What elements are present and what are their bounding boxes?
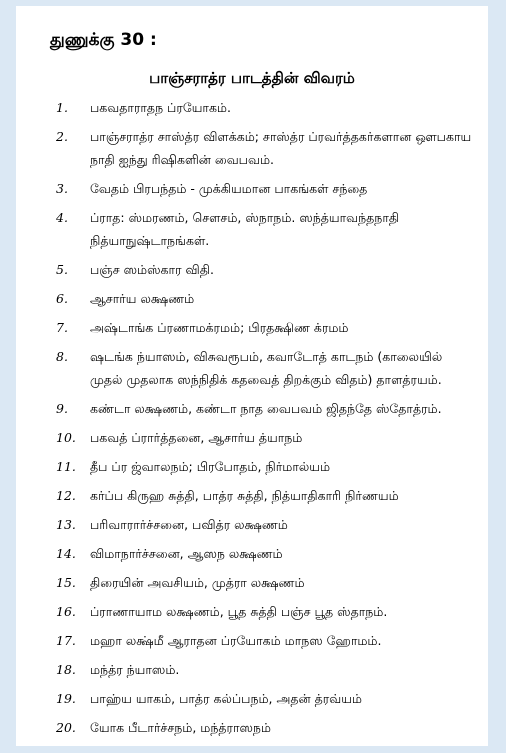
list-item	[56, 426, 476, 449]
list-item-number: 6.	[56, 291, 68, 306]
list-item-text: ஷடங்க ந்யாஸம், விசுவரூபம், கவாடோத் காடநம் (காலையில் முதல் முதலாக ஸந்நிதிக் கதவைத் திறக்கும் விதம்) தாளத்ரயம்.	[90, 349, 443, 387]
list-item	[56, 716, 476, 739]
list-item-text: விமாநார்ச்சனை, ஆஸந லக்ஷணம்	[90, 546, 283, 561]
list-item-number: 8.	[56, 349, 68, 364]
list-item-number: 15.	[56, 575, 76, 590]
list-item-number: 10.	[56, 430, 76, 445]
document-page	[16, 6, 488, 746]
list-item	[56, 600, 476, 623]
list-item	[56, 397, 476, 420]
list-item	[56, 687, 476, 710]
list-item-text: வேதம் பிரபந்தம் - முக்கியமான பாகங்கள் சந்தை	[90, 181, 368, 196]
list-item	[56, 513, 476, 536]
list-item-number: 20.	[56, 720, 76, 735]
list-item	[56, 658, 476, 681]
list-item-text: மந்த்ர ந்யாஸம்.	[90, 662, 180, 677]
list-item-number: 12.	[56, 488, 76, 503]
list-item-text: கண்டா லக்ஷணம், கண்டா நாத வைபவம் ஜிதந்தே ஸ்தோத்ரம்.	[90, 401, 442, 416]
page-title: பாஞ்சராத்ர பாடத்தின் விவரம்	[149, 69, 355, 87]
list-item-number: 1.	[56, 100, 68, 115]
list-item	[56, 316, 476, 339]
list-item	[56, 177, 476, 200]
list-item-number: 2.	[56, 129, 68, 144]
list-item	[56, 258, 476, 281]
list-item-text: தீப ப்ர ஜ்வாலநம்; பிரபோதம், நிர்மால்யம்	[90, 459, 331, 474]
list-item-number: 3.	[56, 181, 68, 196]
list-item-number: 18.	[56, 662, 76, 677]
list-item-number: 17.	[56, 633, 76, 648]
list-item-text: யோக பீடார்ச்சநம், மந்த்ராஸநம்	[90, 720, 271, 735]
list-item-number: 11.	[56, 459, 76, 474]
list-item	[56, 629, 476, 652]
list-item	[56, 455, 476, 478]
list-item	[56, 287, 476, 310]
list-item-number: 7.	[56, 320, 68, 335]
list-item-text: பகவத் ப்ரார்த்தனை, ஆசார்ய த்யாநம்	[90, 430, 303, 445]
list-item-number: 16.	[56, 604, 76, 619]
list-item-text: பரிவாரார்ச்சனை, பவித்ர லக்ஷணம்	[90, 517, 288, 532]
list-item-number: 5.	[56, 262, 68, 277]
section-label: துணுக்கு 30 :	[50, 30, 157, 50]
list-item-number: 19.	[56, 691, 76, 706]
list-item-text: பாஹ்ய யாகம், பாத்ர கல்ப்பநம், அதன் த்ரவ்யம்	[90, 691, 362, 706]
list-item-text: பகவதாராதந ப்ரயோகம்.	[90, 100, 231, 115]
list-item-text: பாஞ்சராத்ர சாஸ்த்ர விளக்கம்; சாஸ்த்ர ப்ரவர்த்தகர்களான ஔபகாய நாதி ஐந்து ரிஷிகளின் வைபவம்.	[90, 129, 472, 167]
list-item-text: ஆசார்ய லக்ஷணம்	[90, 291, 195, 306]
list-item-number: 13.	[56, 517, 76, 532]
list-item-text: பஞ்ச ஸம்ஸ்கார விதி.	[90, 262, 214, 277]
list-item	[56, 484, 476, 507]
list-item-number: 9.	[56, 401, 68, 416]
list-item-text: ப்ராணாயாம லக்ஷணம், பூத சுத்தி பஞ்ச பூத ஸ்தாநம்.	[90, 604, 388, 619]
list-item-number: 14.	[56, 546, 76, 561]
list-item-text: மஹா லக்ஷ்மீ ஆராதன ப்ரயோகம் மாநஸ ஹோமம்.	[90, 633, 382, 648]
list-item-text: கர்ப்ப கிருஹ சுத்தி, பாத்ர சுத்தி, நித்யாதிகாரி நிர்ணயம்	[90, 488, 399, 503]
list-item	[56, 96, 476, 119]
list-item-number: 4.	[56, 210, 68, 225]
list-item-text: ப்ராத: ஸ்மரணம், சௌசம், ஸ்நாநம். ஸந்த்யாவந்தநாதி நித்யாநுஷ்டாநங்கள்.	[90, 210, 400, 248]
list-item	[56, 345, 476, 391]
list-item	[56, 125, 476, 171]
list-item-text: திரையின் அவசியம், முத்ரா லக்ஷணம்	[90, 575, 305, 590]
list-item	[56, 206, 476, 252]
list-item	[56, 571, 476, 594]
numbered-list	[56, 96, 476, 745]
list-item-text: அஷ்டாங்க ப்ரணாமக்ரமம்; பிரதக்ஷிண க்ரமம்	[90, 320, 349, 335]
list-item	[56, 542, 476, 565]
